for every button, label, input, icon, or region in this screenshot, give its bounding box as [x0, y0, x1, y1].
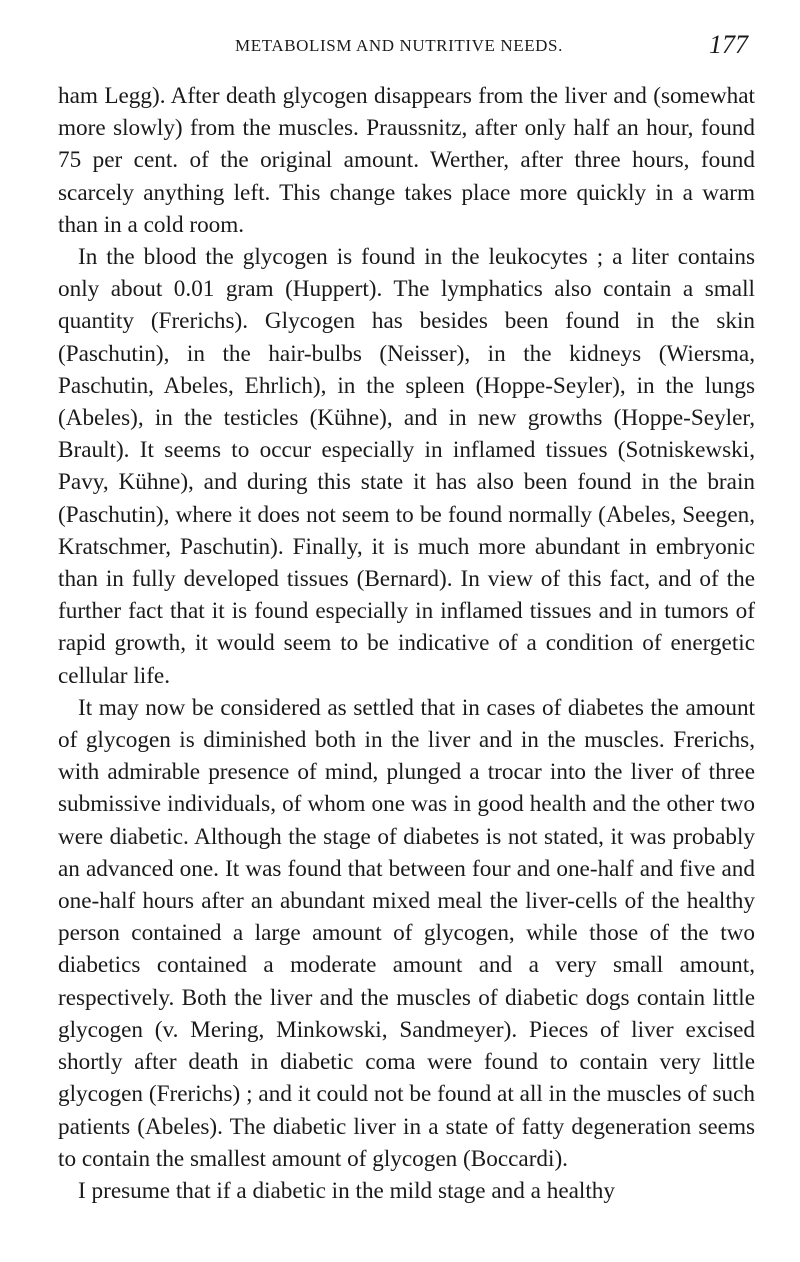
paragraph-4: I presume that if a diabetic in the mild stage and a healthy — [78, 1177, 615, 1204]
running-title: METABOLISM AND NUTRITIVE NEEDS. — [235, 36, 563, 55]
paragraph-2: In the blood the glycogen is found in the leukocytes ; a liter contains only about 0.01 gram (Huppert). The lymphatics also contain a small quantity (Frerichs). Glycogen has besides been found in the skin (Paschutin), in the hair-bulbs (Neisser), in the kidneys (Wiersma, Paschutin, Abeles, Ehrlich), in the spleen (Hoppe-Seyler), in the lungs (Abeles), in the testicles (Kühne), and in new growths (Hoppe-Seyler, Brault). It seems to occur especially in inflamed tissues (Sotniskewski, Pavy, Kühne), and during this state it has also been found in the brain (Paschutin), where it does not seem to be found normally (Abeles, Seegen, Kratschmer, Paschutin). Finally, it is much more abundant in embryonic than in fully developed tissues (Bernard). In view of this fact, and of the further fact that it is found especially in inflamed tissues and in tumors of rapid growth, it would seem to be indicative of a condition of energetic cellular life. — [58, 244, 755, 689]
running-head — [50, 30, 748, 64]
paragraph-1: ham Legg). After death glycogen disappears from the liver and (somewhat more slowly) from the muscles. Praussnitz, after only half an hour, found 75 per cent. of the original amount. Werther, after three hours, found scarcely anything left. This change takes place more quickly in a warm than in a cold room. — [58, 83, 755, 238]
page-number: 177 — [709, 30, 748, 59]
body-text — [58, 80, 755, 1207]
paragraph-3: It may now be considered as settled that in cases of diabetes the amount of glycogen is diminished both in the liver and in the muscles. Frerichs, with admirable presence of mind, plunged a trocar into the liver of three submissive individuals, of whom one was in good health and the other two were diabetic. Although the stage of diabetes is not stated, it was probably an advanced one. It was found that between four and one-half and five and one-half hours after an abundant mixed meal the liver-cells of the healthy person contained a large amount of glycogen, while those of the two diabetics contained a moderate amount and a very small amount, respectively. Both the liver and the muscles of diabetic dogs contain little glycogen (v. Mering, Minkowski, Sandmeyer). Pieces of liver excised shortly after death in diabetic coma were found to contain very little glycogen (Frerichs) ; and it could not be found at all in the muscles of such patients (Abeles). The diabetic liver in a state of fatty degeneration seems to contain the smallest amount of glycogen (Boccardi). — [58, 694, 755, 1172]
